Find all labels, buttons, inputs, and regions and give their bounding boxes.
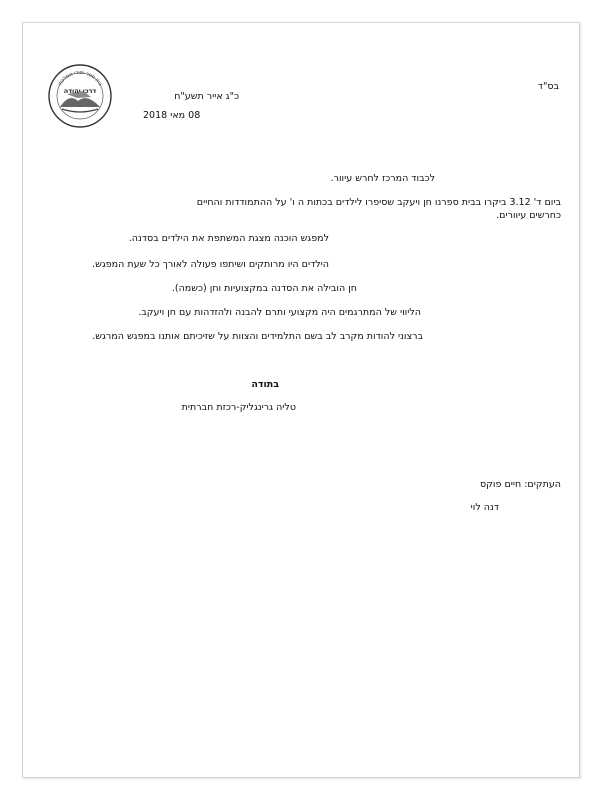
recipient-line: לכבוד המרכז לחרש עיוור. — [330, 173, 435, 184]
paragraph-2: למפגש הוכנה מצגת המשתפת את הילדים בסדנה. — [128, 233, 329, 244]
paragraph-4: חן הובילה את הסדנה במקצועיות וחן (כשמה). — [171, 283, 357, 294]
school-logo — [47, 63, 113, 129]
cc-line-1: העתקים: חיים פוקס — [480, 479, 561, 490]
paragraph-3: הילדים היו מרותקים ושיתפו פעולה לאורך כל שעת המפגש. — [92, 259, 329, 270]
gregorian-date: 08 מאי 2018 — [143, 110, 201, 121]
paragraph-1-line-2: כחרשים עיוורים. — [496, 210, 561, 221]
signature: טליה גרינגליק-רכזת חברתית — [181, 402, 296, 413]
cc-line-2: דנה לוי — [470, 502, 499, 513]
closing: בתודה — [251, 379, 279, 390]
bsd-mark: בס"ד — [537, 81, 559, 92]
paragraph-5: הליווי של המתרגמים היה מקצועי ותרם להבנה ולהזדהות עם חן ויעקב. — [138, 307, 421, 318]
paragraph-6: ברצוני להודות מקרב לב בשם התלמידים והצוות על שזיכיתם אותנו במפגש המרגש. — [92, 331, 423, 342]
paragraph-1-line-1: ביום ד' 3.12 ביקרו בבית ספרנו חן ויעקב שסיפרו לילדים בכתות ה ו' על ההתמודדות והחיים — [196, 197, 561, 208]
hebrew-date: כ"ג אייר תשע"ח — [174, 91, 239, 102]
logo-ring-text: בית ספר יסודי ממלכתי — [56, 69, 103, 87]
logo-name: דרכי יהודה — [63, 87, 97, 95]
document-page — [22, 22, 580, 778]
